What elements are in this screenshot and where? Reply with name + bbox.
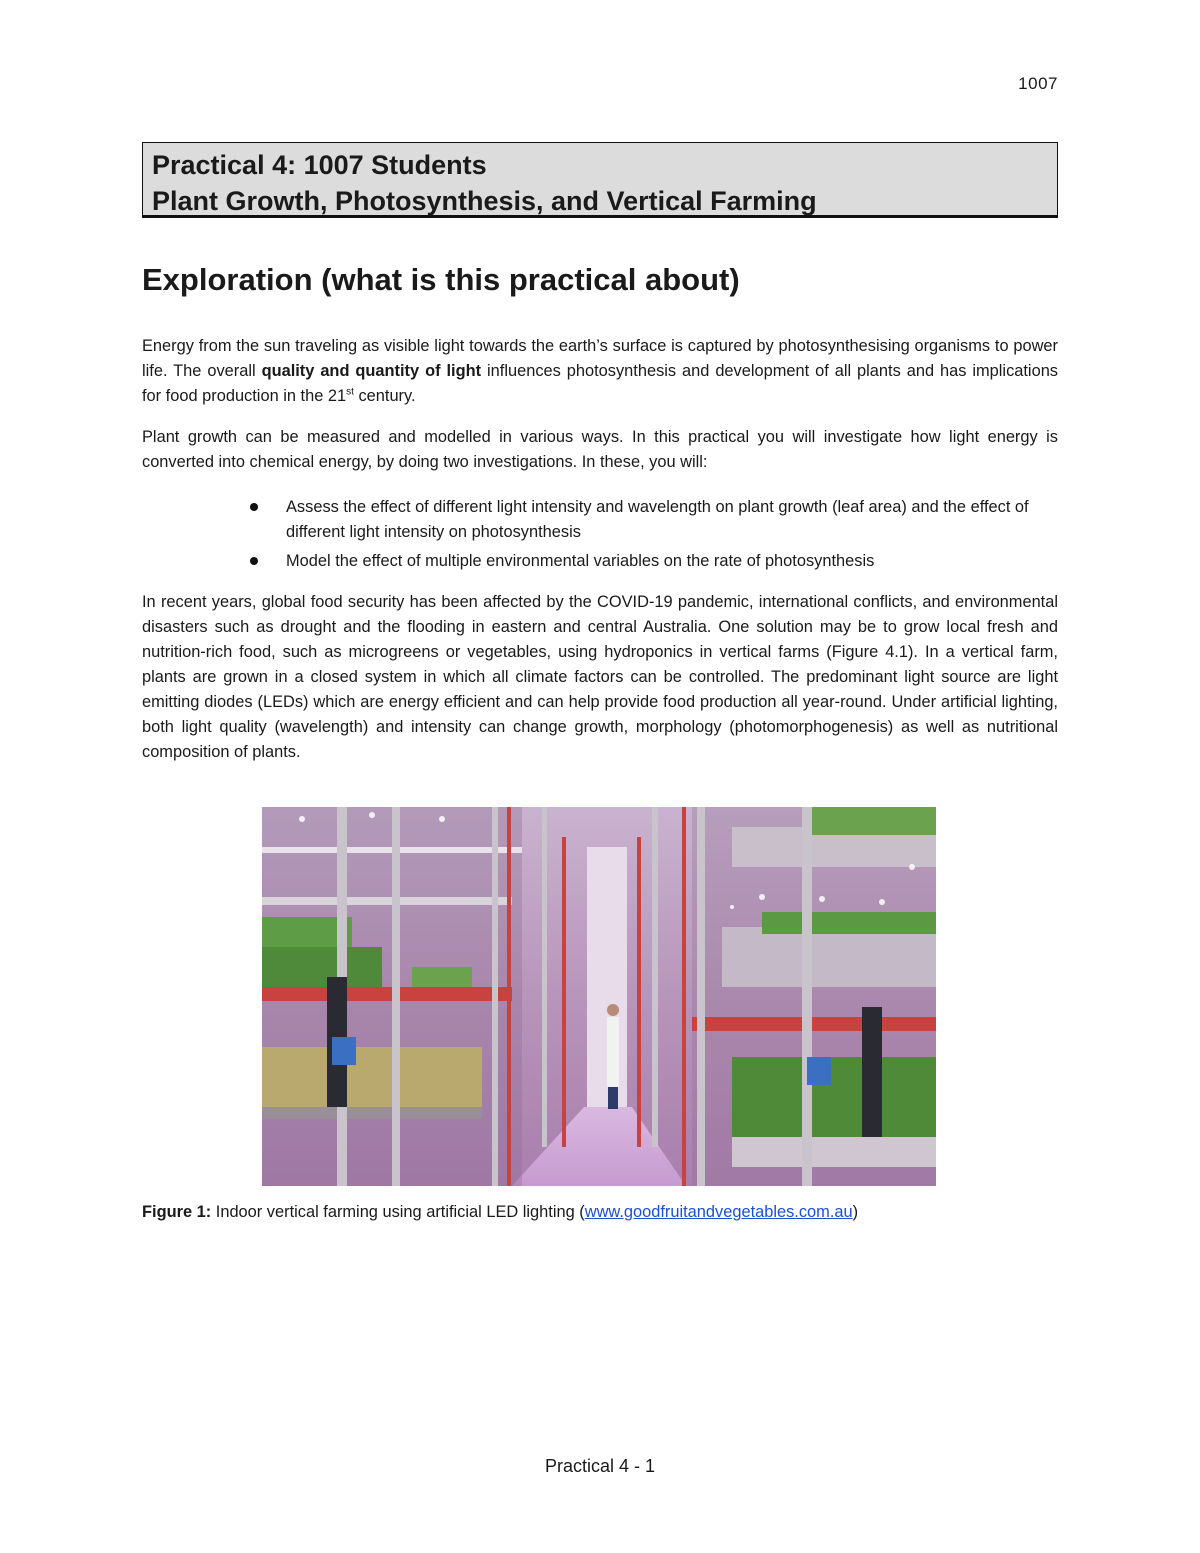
title-line-1: Practical 4: 1007 Students: [152, 150, 487, 180]
page-footer: Practical 4 - 1: [544, 1456, 656, 1476]
bullet-dot-icon: [250, 557, 258, 565]
page-number: 1007: [1018, 74, 1058, 93]
bullet-list: [248, 495, 1048, 578]
intro-text-1: Energy from the sun traveling as visible light towards the earth’s surface is captured by photosynthesising organisms to power life. The overall: [142, 337, 1058, 380]
figure-caption-end: ): [852, 1203, 859, 1221]
bullet-text: Assess the effect of different light intensity and wavelength on plant growth (leaf area) and the effect of different light intensity on photosynthesis: [286, 498, 1029, 541]
bullet-text: Model the effect of multiple environmental variables on the rate of photosynthesis: [286, 552, 875, 570]
intro-text-2: influences photosynthesis and development of all plants and has implications for food production in the 21: [142, 362, 1059, 405]
bullet-item: [248, 549, 1048, 574]
title-box: [142, 142, 1058, 218]
source-link[interactable]: www.goodfruitandvegetables.com.au: [584, 1203, 853, 1221]
investigation-paragraph: Plant growth can be measured and modelled in various ways. In this practical you will investigate how light energy is converted into chemical energy, by doing two investigations. In these, you will:: [142, 428, 1058, 471]
context-paragraph: In recent years, global food security has been affected by the COVID-19 pandemic, international conflicts, and environmental disasters such as drought and the flooding in eastern and central Australia. One solution may be to grow local fresh and nutrition-rich food, such as microgreens or vegetables, using hydroponics in vertical farms (Figure 4.1). In a vertical farm, plants are grown in a closed system in which all climate factors can be controlled. The predominant light source are light emitting diodes (LEDs) which are energy efficient and can help provide food production all year-round. Under artificial lighting, both light quality (wavelength) and intensity can change growth, morphology (photomorphogenesis) as well as nutritional composition of plants.: [142, 593, 1058, 761]
intro-paragraph: [142, 334, 1058, 409]
figure-caption: [142, 1203, 858, 1222]
intro-bold: quality and quantity of light: [261, 362, 482, 380]
intro-text-3: century.: [353, 387, 416, 405]
bullet-item: [248, 495, 1048, 545]
title-line-2: Plant Growth, Photosynthesis, and Vertical Farming: [152, 186, 817, 216]
figure-label: Figure 1:: [142, 1203, 212, 1221]
intro-sup: st: [346, 386, 354, 398]
figure-caption-text: Indoor vertical farming using artificial LED lighting (: [211, 1203, 585, 1221]
vertical-farm-photo: [262, 807, 936, 1186]
bullet-dot-icon: [250, 503, 258, 511]
section-heading: Exploration (what is this practical about): [142, 262, 740, 297]
